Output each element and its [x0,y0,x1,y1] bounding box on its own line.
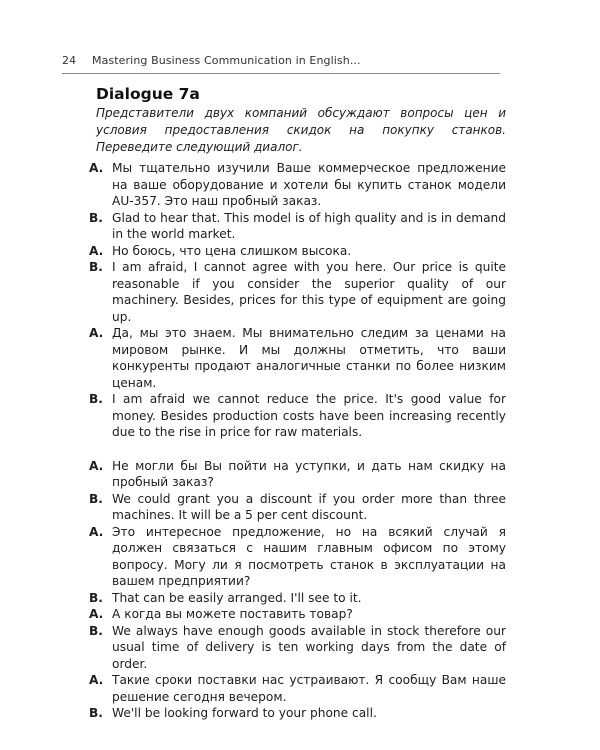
line-text: We always have enough goods available in stock therefore our usual time of delivery is ten working days from the date of order. [112,623,506,671]
line-text: Мы тщательно изучили Ваше коммерческое предложение на ваше оборудование и хотели бы купить станок модели AU-357. Это наш пробный заказ. [112,161,506,208]
dialogue-line [89,491,506,524]
dialogue-instructions: Представители двух компаний обсуждают вопросы цен и условия предоставления скидок на покупку станков. Переведите следующий диалог. [96,106,506,154]
dialogue-section [89,84,506,722]
dialogue-line [89,160,506,210]
speaker-label: A. [89,607,104,621]
line-text: Такие сроки поставки нас устраивают. Я сообщу Вам наше решение сегодня вечером. [112,673,506,704]
line-text: I am afraid, I cannot agree with you here. Our price is quite reasonable if you consider the superior quality of our machinery. Besides, prices for this type of equipment are going up. [112,260,506,324]
speaker-label: B. [89,491,103,506]
dialogue-part-1 [89,160,506,441]
speaker-label: A. [89,161,104,175]
line-text: We'll be looking forward to your phone call. [112,706,377,720]
dialogue-line [89,672,506,705]
speaker-label: A. [89,458,104,473]
dialogue-line [89,243,506,260]
speaker-label: A. [89,673,104,687]
speaker-label: A. [89,326,104,340]
dialogue-line [89,391,506,441]
dialogue-title: Dialogue 7a [96,85,200,103]
dialogue-line [89,458,506,491]
line-text: А когда вы можете поставить товар? [112,607,353,621]
line-text: Это интересное предложение, но на всякий случай я должен связаться с нашим главным офисом по этому вопросу. Могу ли я посмотреть станок в эксплуатации на вашем предприятии? [112,524,506,588]
header-rule [62,73,500,74]
dialogue-line [89,606,506,623]
dialogue-line [89,259,506,325]
line-text: Да, мы это знаем. Мы внимательно следим за ценами на мировом рынке. И мы должны отметить, что ваши конкуренты продают аналогичные станки по более низким ценам. [112,326,506,390]
speaker-label: B. [89,706,103,720]
dialogue-line [89,705,506,722]
running-header [62,54,502,67]
book-title: Mastering Business Communication in English... [92,54,361,67]
speaker-label: A. [89,243,104,258]
speaker-label: B. [89,260,103,274]
dialogue-part-2 [89,458,506,722]
section-gap [96,441,506,458]
speaker-label: A. [89,524,104,539]
line-text: Не могли бы Вы пойти на уступки, и дать нам скидку на пробный заказ? [112,458,506,489]
dialogue-line [89,623,506,673]
line-text: We could grant you a discount if you order more than three machines. It will be a 5 per cent discount. [112,491,506,522]
speaker-label: B. [89,210,103,225]
dialogue-line [89,524,506,590]
speaker-label: B. [89,590,103,605]
line-text: That can be easily arranged. I'll see to it. [112,590,362,605]
line-text: Но боюсь, что цена слишком высока. [112,243,352,258]
speaker-label: B. [89,392,103,406]
page-number: 24 [62,54,77,67]
dialogue-line [89,210,506,243]
line-text: I am afraid we cannot reduce the price. It's good value for money. Besides production costs have been increasing recently due to the rise in price for raw materials. [112,392,506,439]
line-text: Glad to hear that. This model is of high quality and is in demand in the world market. [112,210,506,241]
speaker-label: B. [89,623,103,638]
dialogue-line [89,325,506,391]
dialogue-line [89,590,506,607]
